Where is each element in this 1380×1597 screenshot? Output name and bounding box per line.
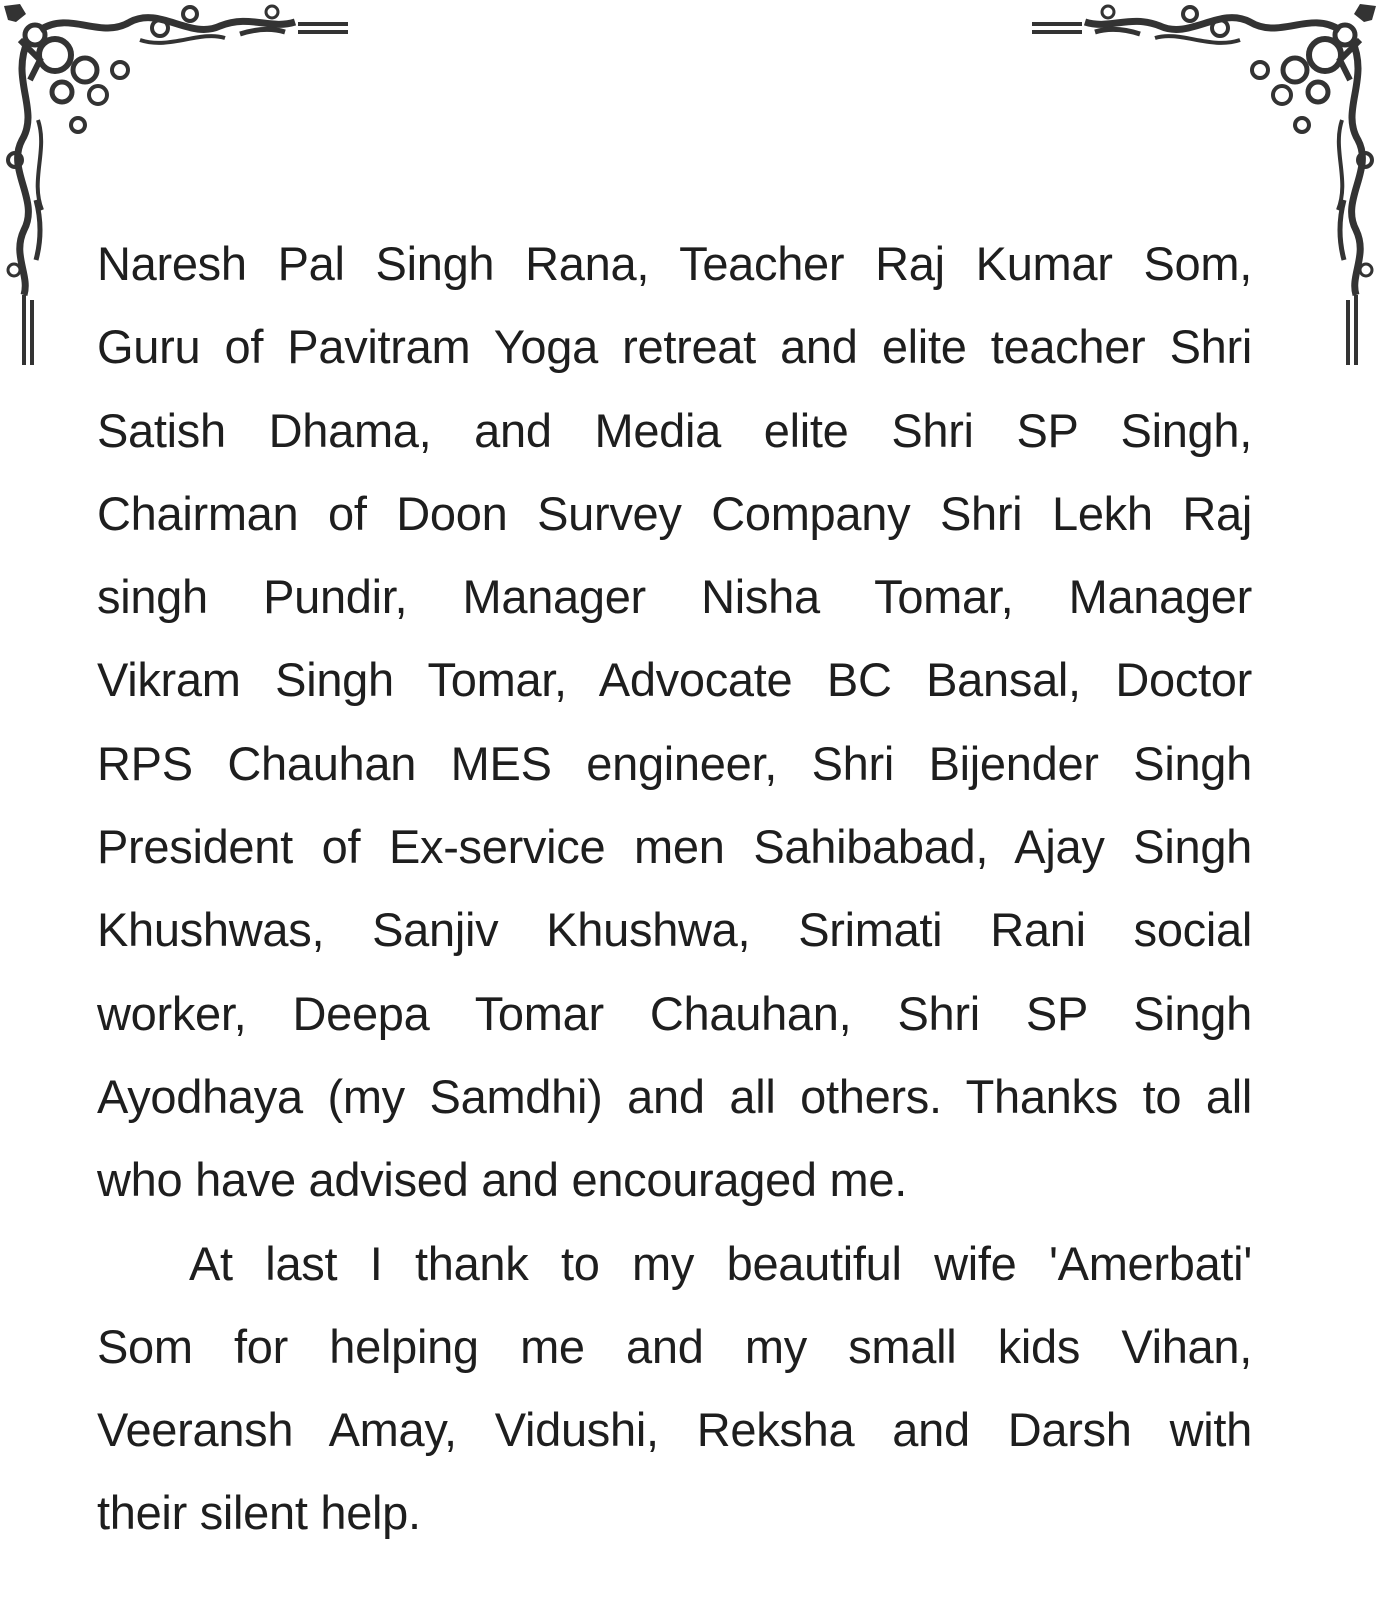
- text-line: Khushwas, Sanjiv Khushwa, Srimati Rani social: [97, 903, 1252, 957]
- paragraph-family-thanks: [97, 1222, 1252, 1555]
- text-line: their silent help.: [97, 1486, 421, 1540]
- text-line: RPS Chauhan MES engineer, Shri Bijender Singh: [97, 736, 1252, 790]
- text-line: Veeransh Amay, Vidushi, Reksha and Darsh with: [97, 1403, 1252, 1457]
- text-line: Satish Dhama, and Media elite Shri SP Singh,: [97, 403, 1252, 457]
- page-body-text: [97, 222, 1252, 1555]
- text-line: Vikram Singh Tomar, Advocate BC Bansal, Doctor: [97, 653, 1252, 707]
- text-line: Som for helping me and my small kids Vihan,: [97, 1319, 1252, 1373]
- text-line: Chairman of Doon Survey Company Shri Lekh Raj: [97, 486, 1252, 540]
- text-line: President of Ex-service men Sahibabad, Ajay Singh: [97, 820, 1252, 874]
- text-line: Guru of Pavitram Yoga retreat and elite teacher Shri: [97, 320, 1252, 374]
- text-line: At last I thank to my beautiful wife 'Amerbati': [189, 1236, 1252, 1290]
- text-line: who have advised and encouraged me.: [97, 1153, 907, 1207]
- text-line: Ayodhaya (my Samdhi) and all others. Thanks to all: [97, 1069, 1252, 1123]
- text-line: Naresh Pal Singh Rana, Teacher Raj Kumar Som,: [97, 237, 1252, 290]
- text-line: singh Pundir, Manager Nisha Tomar, Manager: [97, 570, 1252, 624]
- text-line: worker, Deepa Tomar Chauhan, Shri SP Singh: [97, 986, 1252, 1040]
- paragraph-acknowledgements: [97, 222, 1252, 1222]
